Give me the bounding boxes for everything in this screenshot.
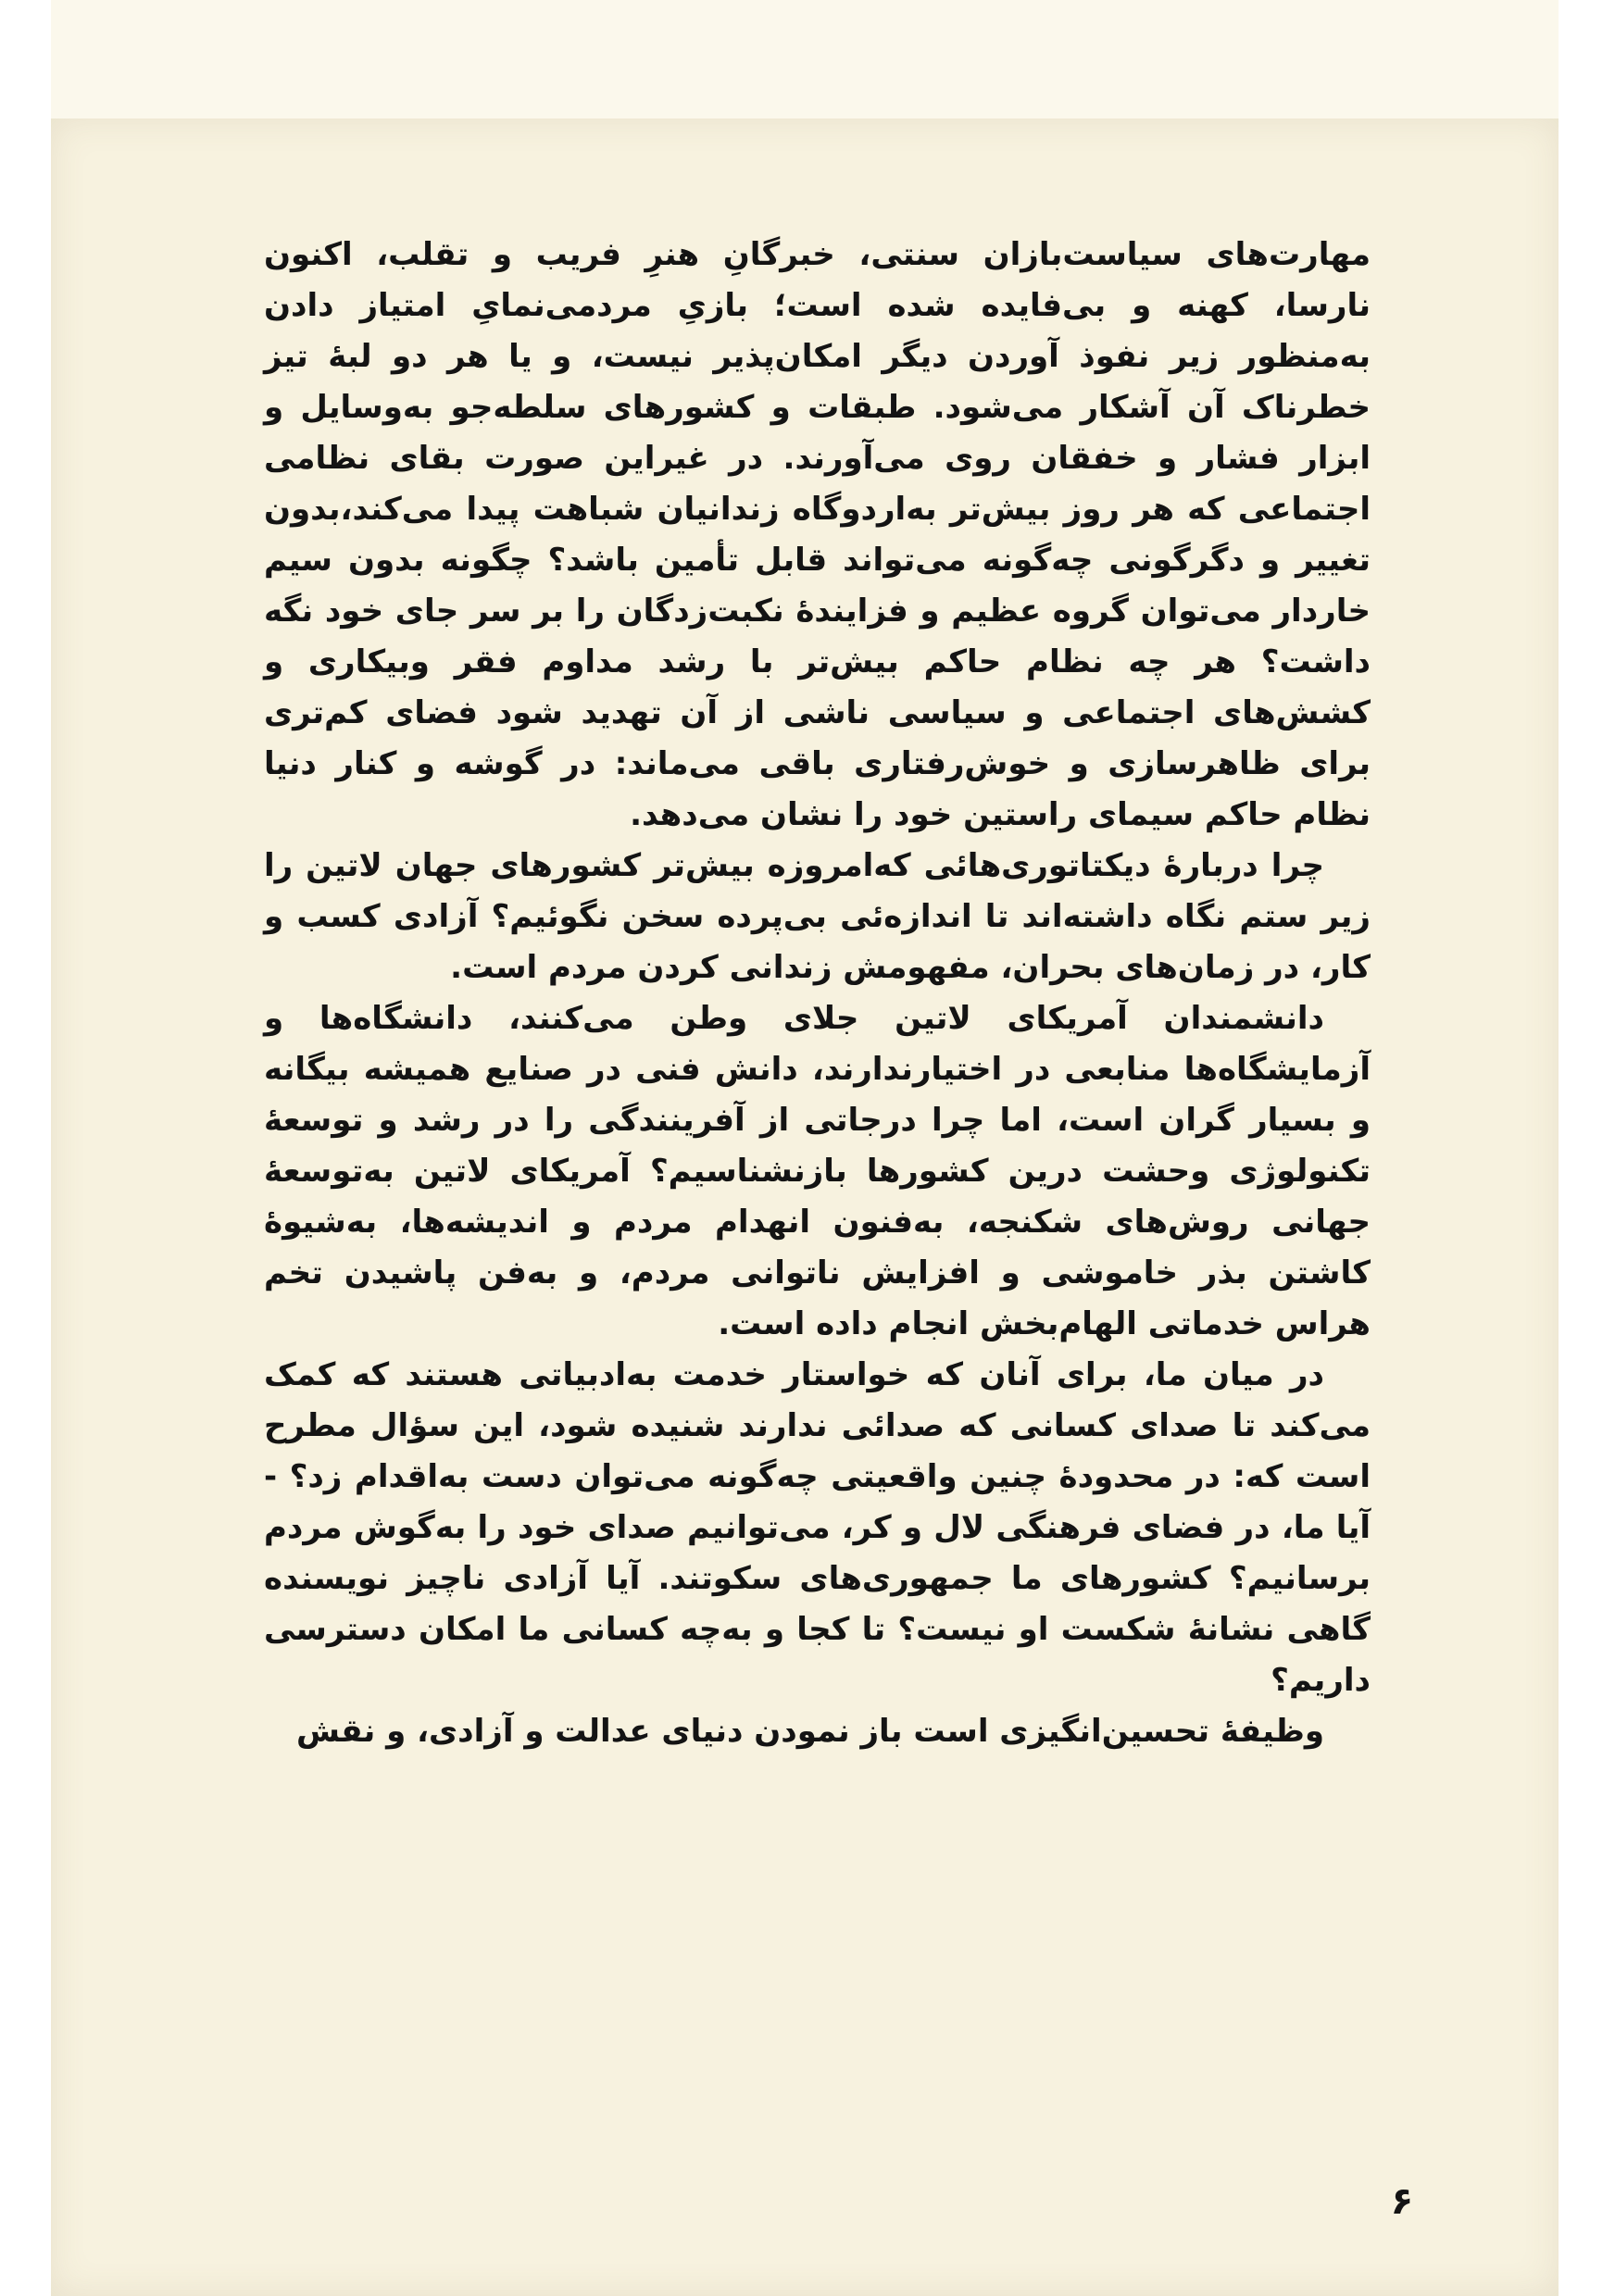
paragraph-5: وظیفهٔ تحسین‌انگیزی است باز نمودن دنیای عدالت و آزادی، و نقش (295, 1713, 1324, 1750)
paragraph-4: در میان ما، برای آنان که خواستار خدمت به‌ادبیاتی هستند که کمک می‌کند تا صدای کسانی که صدائی ندارند شنیده شود، این سؤال مطرح است که: در محدودهٔ چنین واقعیتی چه‌گونه می‌توان دست به‌اقدام زد؟ - آیا ما، در فضای فرهنگی لال و کر، می‌توانیم صدای خود را به‌گوش مردم برسانیم؟ کشورهای ما جمهوری‌های سکوتند. آیا آزادی ناچیز نویسنده گاهی نشانهٔ شکست او نیست؟ تا کجا و به‌چه کسانی ما امکان دسترسی داریم؟ (264, 1356, 1371, 1699)
paragraph-3: دانشمندان آمریکای لاتین جلای وطن می‌کنند، دانشگاه‌ها و آزمایشگاه‌ها منابعی در اختیارندارند، دانش فنی در صنایع همیشه بیگانه و بسیار گران است، اما چرا درجاتی از آفرینندگی را در رشد و توسعهٔ تکنولوژی وحشت درین کشورها بازنشناسیم؟ آمریکای لاتین به‌توسعهٔ جهانی روش‌های شکنجه، به‌فنون انهدام مردم و اندیشه‌ها، به‌شیوهٔ کاشتن بذر خاموشی و افزایش ناتوانی مردم، و به‌فن پاشیدن تخم هراس خدماتی الهام‌بخش انجام داده است. (264, 1000, 1371, 1342)
page-number: ۶ (1390, 2180, 1414, 2223)
page-top-strip (51, 0, 1559, 120)
paragraph-1: مهارت‌های سیاست‌بازان سنتی، خبرگانِ هنرِ فریب و تقلب، اکنون نارسا، کهنه و بی‌فایده شده است؛ بازیِ مردمی‌نمایِ امتیاز دادن به‌منظور زیر نفوذ آوردن دیگر امکان‌پذیر نیست، و یا هر دو لبهٔ تیز خطرناک آن آشکار می‌شود. طبقات و کشورهای سلطه‌جو به‌وسایل و ابزار فشار و خفقان روی می‌آورند. در غیراین صورت بقای نظامی اجتماعی که هر روز بیش‌تر به‌اردوگاه زندانیان شباهت پیدا می‌کند،بدون تغییر و دگرگونی چه‌گونه می‌تواند قابل تأمین باشد؟ چگونه بدون سیم خاردار می‌توان گروه عظیم و فزایندهٔ نکبت‌زدگان را بر سر جای خود نگه داشت؟ هر چه نظام حاکم بیش‌تر با رشد مداوم فقر وبیکاری و کشش‌های اجتماعی و سیاسی ناشی از آن تهدید شود فضای کم‌تری برای ظاهرسازی و خوش‌رفتاری باقی می‌ماند: در گوشه و کنار دنیا نظام حاکم سیمای راستین خود را نشان می‌دهد. (264, 236, 1371, 833)
body-text (264, 230, 1371, 1757)
paragraph-2: چرا دربارهٔ دیکتاتوری‌هائی که‌امروزه بیش‌تر کشورهای جهان لاتین را زیر ستم نگاه داشته‌اند تا اندازه‌ئی بی‌پرده سخن نگوئیم؟ آزادی کسب و کار، در زمان‌های بحران، مفهومش زندانی کردن مردم است. (264, 847, 1371, 986)
